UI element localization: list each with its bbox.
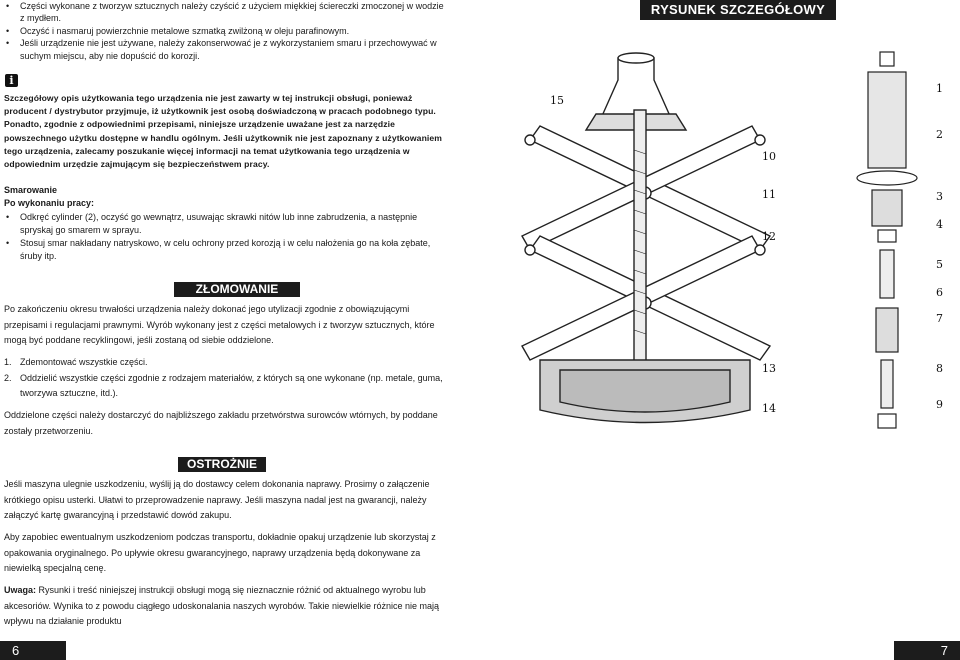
label-4: 4 [936,218,943,231]
info-paragraph: Szczegółowy opis użytkowania tego urządzenia nie jest zawarty w tej instrukcji obsługi, ponieważ producent / dystrybutor przyjmuje, iż użytkownik jest osobą doświadczoną w pracach podobnego typu. Ponadto, zgodnie z odpowiednimi przepisami, niniejsze urządzenie uważane jest za narzędzie powszechnego użytku dostępne w handlu ogólnym. Jeśli użytkownik nie jest zapoznany z użytkowaniem tego urządzenia, zalecamy poszukanie więcej informacji na temat użytkowania tego urządzenia w odpowiednim urzędzie zajmującym się bezpieczeństwem pracy. [4,93,443,170]
label-10: 10 [762,150,776,163]
top-cap [602,58,670,116]
list-item: • Oczyść i nasmaruj powierzchnie metalowe szmatką zwilżoną w oleju parafinowym. [4,25,446,37]
part-2 [868,72,906,168]
part-7 [876,308,898,352]
warning-para-2: Aby zapobiec ewentualnym uszkodzeniom podczas transportu, dokładnie opakuj urządzenie lub skorzystaj z opakowania oryginalnego. Po upływie okresu gwarancyjnego, naprawy urządzenia będą dokonywane za niewielką specjalną cenę. [4,532,436,574]
list-item: • Jeśli urządzenie nie jest używane, należy zakonserwować je z wykorzystaniem smaru i przechowywać w suchym miejscu, aby nie dopuścić do korozji. [4,37,446,62]
label-9: 9 [936,398,943,411]
exploded-diagram [500,30,960,450]
part-5 [878,230,896,242]
label-7: 7 [936,312,943,325]
label-14: 14 [762,402,776,415]
cleaning-bullets [4,0,446,62]
label-3: 3 [936,190,943,203]
label-2: 2 [936,128,943,141]
top-cap-opening [618,53,654,63]
part-9 [878,414,896,428]
label-5: 5 [936,258,943,271]
disposal-outro: Oddzielone części należy dostarczyć do najbliższego zakładu przetwórstwa surowców wtórnych, by poddane zostały przetworzeniu. [4,410,438,436]
lubrication-bullets [4,211,446,263]
label-13: 13 [762,362,776,375]
list-item: 1. Zdemontować wszystkie części. [4,357,148,367]
label-6: 6 [936,286,943,299]
info-icon: i [5,74,18,87]
part-3 [857,171,917,185]
left-page [0,0,452,660]
label-1: 1 [936,82,943,95]
lubrication-title: Smarowanie [4,185,58,195]
warning-note: Uwaga: Rysunki i treść niniejszej instrukcji obsługi mogą się nieznacznie różnić od aktualnego wyrobu lub akcesoriów. Wynika to z powodu ciągłego udoskonalania naszych wyrobów. Takie niewielkie różnice nie mają wpływu na działanie produktu [4,585,439,627]
part-4 [872,190,902,226]
disposal-intro: Po zakończeniu okresu trwałości urządzenia należy dokonać jego utylizacji zgodnie z obowiązującymi przepisami i regulacjami prawnymi. Wyrób wykonany jest z części metalowych i z tworzyw sztucznych, które mogą być poddane recyklingowi, jeśli zostaną od siebie oddzielone. [4,304,435,346]
list-item: 2. Oddzielić wszystkie części zgodnie z rodzajem materiałów, z których są one wykonane (np. metale, guma, tworzywa sztuczne, itd.). [4,372,443,399]
disposal-steps [4,355,446,402]
label-15: 15 [550,94,564,107]
label-12: 12 [762,230,776,243]
list-item: • Stosuj smar nakładany natryskowo, w celu ochrony przed korozją i w celu nałożenia go na koła zębate, śruby itp. [4,237,446,263]
disposal-banner: ZŁOMOWANIE [174,282,300,297]
list-item: • Części wykonane z tworzyw sztucznych należy czyścić z użyciem miękkiej ściereczki zmoczonej w wodzie z mydłem. [4,0,446,25]
label-8: 8 [936,362,943,375]
label-11: 11 [762,188,776,201]
part-8 [881,360,893,408]
part-1 [880,52,894,66]
list-item: • Odkręć cylinder (2), oczyść go wewnątrz, usuwając skrawki nitów lub inne zabrudzenia, a następnie spryskaj go smarem w sprayu. [4,211,446,237]
warning-banner: OSTROŻNIE [178,457,266,472]
diagram-title: RYSUNEK SZCZEGÓŁOWY [640,0,836,20]
lubrication-subtitle: Po wykonaniu pracy: [4,198,95,208]
page-number-left: 6 [0,641,66,660]
page-number-right: 7 [894,641,960,660]
warning-para-1: Jeśli maszyna ulegnie uszkodzeniu, wyślij ją do dostawcy celem dokonania naprawy. Prosimy o załączenie krótkiego opisu usterki. Ułatwi to przeprowadzenie naprawy. Jeśli maszyna nadal jest na gwarancji, należy załączyć kartę gwarancyjną i przedstawić dowód zakupu. [4,479,430,521]
part-6 [880,250,894,298]
